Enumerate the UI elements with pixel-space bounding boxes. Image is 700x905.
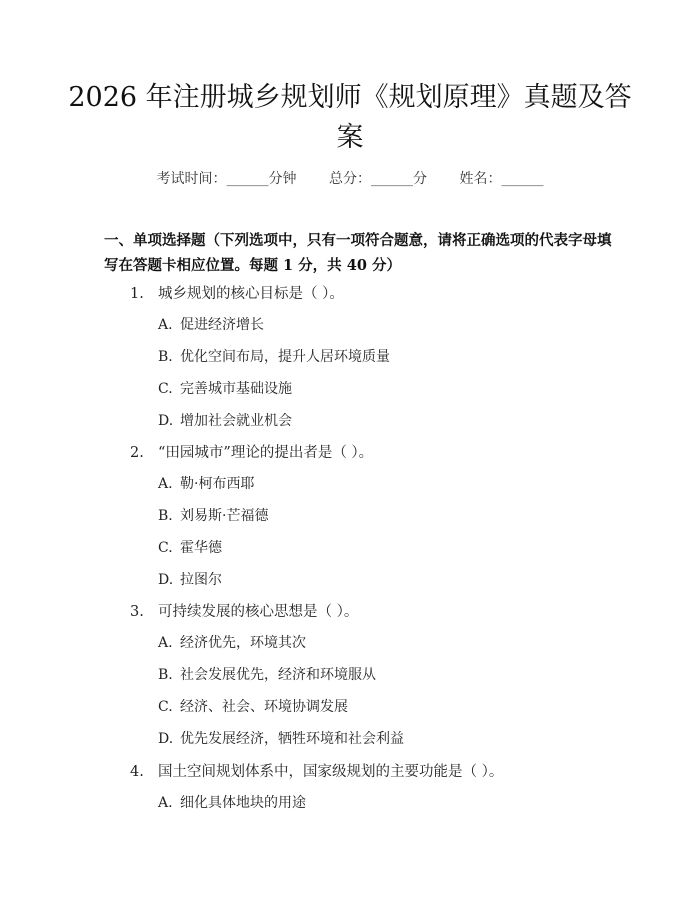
name-field: 姓名：______ xyxy=(459,171,544,187)
option-letter: C. xyxy=(158,381,173,397)
option-text: 霍华德 xyxy=(180,540,222,556)
option-3b xyxy=(158,664,376,684)
option-letter: B. xyxy=(158,667,173,683)
document-title: 2026 年注册城乡规划师《规划原理》真题及答案 xyxy=(68,82,632,153)
option-letter: A. xyxy=(158,317,173,333)
option-4a xyxy=(158,792,306,812)
option-letter: D. xyxy=(158,572,174,588)
option-letter: B. xyxy=(158,349,173,365)
option-text: 勒·柯布西耶 xyxy=(180,476,255,492)
option-letter: C. xyxy=(158,540,173,556)
option-letter: A. xyxy=(158,795,173,811)
question-number: 1. xyxy=(130,286,144,302)
question-text: 城乡规划的核心目标是（ ）。 xyxy=(158,286,344,302)
option-text: 经济优先，环境其次 xyxy=(180,635,306,651)
question-text: “田园城市”理论的提出者是（ ）。 xyxy=(158,445,374,461)
exam-info-line xyxy=(0,168,700,188)
option-text: 增加社会就业机会 xyxy=(180,413,292,429)
option-letter: D. xyxy=(158,731,174,747)
option-text: 优化空间布局，提升人居环境质量 xyxy=(180,349,390,365)
option-3d xyxy=(158,728,404,748)
option-text: 细化具体地块的用途 xyxy=(180,795,306,811)
option-3a xyxy=(158,632,306,652)
option-2d xyxy=(158,569,222,589)
total-score-field: 总分：______分 xyxy=(329,171,427,187)
option-letter: C. xyxy=(158,699,173,715)
question-2 xyxy=(130,441,373,462)
option-text: 优先发展经济，牺牲环境和社会利益 xyxy=(180,731,404,747)
question-number: 2. xyxy=(130,445,144,461)
option-3c xyxy=(158,696,348,716)
question-text: 可持续发展的核心思想是（ ）。 xyxy=(158,604,359,620)
option-letter: B. xyxy=(158,508,173,524)
option-text: 刘易斯·芒福德 xyxy=(180,508,269,524)
option-letter: A. xyxy=(158,476,173,492)
option-2a xyxy=(158,473,254,493)
option-text: 促进经济增长 xyxy=(180,317,264,333)
option-1c xyxy=(158,378,292,398)
option-text: 拉图尔 xyxy=(180,572,222,588)
option-letter: D. xyxy=(158,413,174,429)
question-number: 4. xyxy=(130,764,144,780)
option-1a xyxy=(158,314,264,334)
question-4 xyxy=(130,760,503,781)
question-number: 3. xyxy=(130,604,144,620)
option-text: 完善城市基础设施 xyxy=(180,381,292,397)
option-letter: A. xyxy=(158,635,173,651)
option-1d xyxy=(158,410,292,430)
question-3 xyxy=(130,600,358,621)
question-text: 国土空间规划体系中，国家级规划的主要功能是（ ）。 xyxy=(158,764,504,780)
option-text: 经济、社会、环境协调发展 xyxy=(180,699,348,715)
option-2c xyxy=(158,537,222,557)
option-1b xyxy=(158,346,390,366)
exam-time-field: 考试时间：______分钟 xyxy=(156,171,297,187)
question-1 xyxy=(130,282,344,303)
section-heading: 一、单项选择题（下列选项中，只有一项符合题意，请将正确选项的代表字母填写在答题卡相应位置。每题 1 分，共 40 分） xyxy=(104,232,612,274)
option-2b xyxy=(158,505,268,525)
option-text: 社会发展优先，经济和环境服从 xyxy=(180,667,376,683)
